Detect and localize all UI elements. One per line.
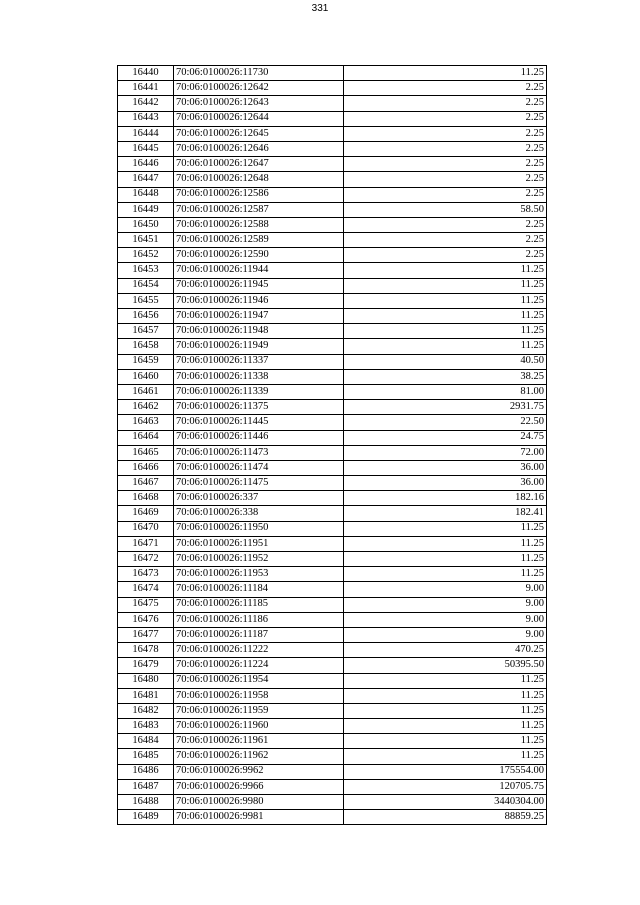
- table-row: [118, 66, 547, 81]
- row-number-cell: 16482: [118, 703, 174, 718]
- row-number-cell: 16488: [118, 795, 174, 810]
- row-number-cell: 16460: [118, 369, 174, 384]
- area-cell: 22.50: [344, 415, 547, 430]
- cadastral-number-cell: 70:06:0100026:338: [174, 506, 344, 521]
- area-cell: 2.25: [344, 141, 547, 156]
- cadastral-number-cell: 70:06:0100026:12648: [174, 172, 344, 187]
- area-cell: 11.25: [344, 703, 547, 718]
- table-row: [118, 658, 547, 673]
- table-row: [118, 476, 547, 491]
- row-number-cell: 16464: [118, 430, 174, 445]
- area-cell: 2.25: [344, 248, 547, 263]
- cadastral-number-cell: 70:06:0100026:11949: [174, 339, 344, 354]
- table-row: [118, 673, 547, 688]
- area-cell: 120705.75: [344, 779, 547, 794]
- row-number-cell: 16459: [118, 354, 174, 369]
- data-table: [117, 65, 547, 825]
- row-number-cell: 16478: [118, 643, 174, 658]
- table-row: [118, 369, 547, 384]
- area-cell: 11.25: [344, 719, 547, 734]
- table-row: [118, 567, 547, 582]
- area-cell: 2.25: [344, 157, 547, 172]
- area-cell: 11.25: [344, 734, 547, 749]
- cadastral-number-cell: 70:06:0100026:11945: [174, 278, 344, 293]
- table-row: [118, 263, 547, 278]
- cadastral-number-cell: 70:06:0100026:11948: [174, 324, 344, 339]
- table-row: [118, 734, 547, 749]
- cadastral-number-cell: 70:06:0100026:9981: [174, 810, 344, 825]
- cadastral-number-cell: 70:06:0100026:11959: [174, 703, 344, 718]
- cadastral-number-cell: 70:06:0100026:12588: [174, 217, 344, 232]
- cadastral-number-cell: 70:06:0100026:12647: [174, 157, 344, 172]
- table-row: [118, 233, 547, 248]
- row-number-cell: 16449: [118, 202, 174, 217]
- table-row: [118, 552, 547, 567]
- area-cell: 11.25: [344, 263, 547, 278]
- area-cell: 11.25: [344, 673, 547, 688]
- row-number-cell: 16469: [118, 506, 174, 521]
- row-number-cell: 16453: [118, 263, 174, 278]
- table-row: [118, 536, 547, 551]
- cadastral-number-cell: 70:06:0100026:11445: [174, 415, 344, 430]
- cadastral-number-cell: 70:06:0100026:11958: [174, 688, 344, 703]
- row-number-cell: 16458: [118, 339, 174, 354]
- row-number-cell: 16489: [118, 810, 174, 825]
- cadastral-number-cell: 70:06:0100026:11947: [174, 309, 344, 324]
- row-number-cell: 16465: [118, 445, 174, 460]
- cadastral-number-cell: 70:06:0100026:12642: [174, 81, 344, 96]
- row-number-cell: 16484: [118, 734, 174, 749]
- table-row: [118, 293, 547, 308]
- cadastral-number-cell: 70:06:0100026:11185: [174, 597, 344, 612]
- area-cell: 58.50: [344, 202, 547, 217]
- cadastral-number-cell: 70:06:0100026:11339: [174, 384, 344, 399]
- row-number-cell: 16470: [118, 521, 174, 536]
- area-cell: 2931.75: [344, 400, 547, 415]
- cadastral-number-cell: 70:06:0100026:12589: [174, 233, 344, 248]
- row-number-cell: 16440: [118, 66, 174, 81]
- area-cell: 2.25: [344, 172, 547, 187]
- cadastral-number-cell: 70:06:0100026:9966: [174, 779, 344, 794]
- area-cell: 36.00: [344, 460, 547, 475]
- area-cell: 11.25: [344, 293, 547, 308]
- area-cell: 11.25: [344, 688, 547, 703]
- row-number-cell: 16444: [118, 126, 174, 141]
- table-row: [118, 111, 547, 126]
- area-cell: 182.16: [344, 491, 547, 506]
- area-cell: 72.00: [344, 445, 547, 460]
- row-number-cell: 16473: [118, 567, 174, 582]
- cadastral-number-cell: 70:06:0100026:9980: [174, 795, 344, 810]
- area-cell: 11.25: [344, 309, 547, 324]
- cadastral-number-cell: 70:06:0100026:12646: [174, 141, 344, 156]
- row-number-cell: 16479: [118, 658, 174, 673]
- cadastral-number-cell: 70:06:0100026:12644: [174, 111, 344, 126]
- row-number-cell: 16471: [118, 536, 174, 551]
- cadastral-number-cell: 70:06:0100026:11730: [174, 66, 344, 81]
- area-cell: 2.25: [344, 187, 547, 202]
- row-number-cell: 16480: [118, 673, 174, 688]
- area-cell: 3440304.00: [344, 795, 547, 810]
- area-cell: 2.25: [344, 233, 547, 248]
- area-cell: 11.25: [344, 749, 547, 764]
- row-number-cell: 16441: [118, 81, 174, 96]
- cadastral-number-cell: 70:06:0100026:11952: [174, 552, 344, 567]
- area-cell: 470.25: [344, 643, 547, 658]
- row-number-cell: 16455: [118, 293, 174, 308]
- table-row: [118, 597, 547, 612]
- cadastral-number-cell: 70:06:0100026:12586: [174, 187, 344, 202]
- area-cell: 2.25: [344, 96, 547, 111]
- area-cell: 88859.25: [344, 810, 547, 825]
- table-row: [118, 309, 547, 324]
- row-number-cell: 16481: [118, 688, 174, 703]
- area-cell: 9.00: [344, 612, 547, 627]
- row-number-cell: 16448: [118, 187, 174, 202]
- table-row: [118, 491, 547, 506]
- row-number-cell: 16467: [118, 476, 174, 491]
- row-number-cell: 16472: [118, 552, 174, 567]
- row-number-cell: 16445: [118, 141, 174, 156]
- row-number-cell: 16450: [118, 217, 174, 232]
- table-row: [118, 719, 547, 734]
- cadastral-number-cell: 70:06:0100026:11951: [174, 536, 344, 551]
- area-cell: 9.00: [344, 597, 547, 612]
- table-row: [118, 506, 547, 521]
- cadastral-number-cell: 70:06:0100026:11187: [174, 627, 344, 642]
- table-row: [118, 688, 547, 703]
- row-number-cell: 16475: [118, 597, 174, 612]
- cadastral-number-cell: 70:06:0100026:12587: [174, 202, 344, 217]
- table-row: [118, 217, 547, 232]
- table-row: [118, 703, 547, 718]
- table-row: [118, 400, 547, 415]
- row-number-cell: 16483: [118, 719, 174, 734]
- area-cell: 11.25: [344, 278, 547, 293]
- table-row: [118, 81, 547, 96]
- row-number-cell: 16476: [118, 612, 174, 627]
- row-number-cell: 16451: [118, 233, 174, 248]
- table-row: [118, 354, 547, 369]
- area-cell: 9.00: [344, 627, 547, 642]
- area-cell: 11.25: [344, 339, 547, 354]
- table-row: [118, 339, 547, 354]
- page-number: 331: [311, 3, 329, 14]
- cadastral-number-cell: 70:06:0100026:12643: [174, 96, 344, 111]
- cadastral-number-cell: 70:06:0100026:11184: [174, 582, 344, 597]
- table-row: [118, 627, 547, 642]
- table-row: [118, 141, 547, 156]
- cadastral-number-cell: 70:06:0100026:11473: [174, 445, 344, 460]
- area-cell: 11.25: [344, 567, 547, 582]
- cadastral-number-cell: 70:06:0100026:11186: [174, 612, 344, 627]
- row-number-cell: 16454: [118, 278, 174, 293]
- cadastral-number-cell: 70:06:0100026:9962: [174, 764, 344, 779]
- row-number-cell: 16486: [118, 764, 174, 779]
- area-cell: 40.50: [344, 354, 547, 369]
- table-row: [118, 521, 547, 536]
- table-row: [118, 248, 547, 263]
- table-row: [118, 278, 547, 293]
- table-row: [118, 612, 547, 627]
- row-number-cell: 16487: [118, 779, 174, 794]
- row-number-cell: 16447: [118, 172, 174, 187]
- area-cell: 9.00: [344, 582, 547, 597]
- cadastral-number-cell: 70:06:0100026:11961: [174, 734, 344, 749]
- table-row: [118, 384, 547, 399]
- row-number-cell: 16457: [118, 324, 174, 339]
- row-number-cell: 16443: [118, 111, 174, 126]
- cadastral-number-cell: 70:06:0100026:337: [174, 491, 344, 506]
- area-cell: 50395.50: [344, 658, 547, 673]
- cadastral-number-cell: 70:06:0100026:11224: [174, 658, 344, 673]
- table-row: [118, 202, 547, 217]
- table-body: [118, 66, 547, 825]
- table-row: [118, 324, 547, 339]
- area-cell: 81.00: [344, 384, 547, 399]
- table-row: [118, 96, 547, 111]
- area-cell: 182.41: [344, 506, 547, 521]
- area-cell: 11.25: [344, 552, 547, 567]
- table-row: [118, 810, 547, 825]
- table-row: [118, 430, 547, 445]
- cadastral-number-cell: 70:06:0100026:11944: [174, 263, 344, 278]
- table-row: [118, 795, 547, 810]
- row-number-cell: 16477: [118, 627, 174, 642]
- row-number-cell: 16462: [118, 400, 174, 415]
- row-number-cell: 16452: [118, 248, 174, 263]
- area-cell: 11.25: [344, 66, 547, 81]
- cadastral-number-cell: 70:06:0100026:11475: [174, 476, 344, 491]
- table-row: [118, 126, 547, 141]
- cadastral-number-cell: 70:06:0100026:11375: [174, 400, 344, 415]
- cadastral-number-cell: 70:06:0100026:11950: [174, 521, 344, 536]
- area-cell: 2.25: [344, 81, 547, 96]
- area-cell: 36.00: [344, 476, 547, 491]
- area-cell: 11.25: [344, 521, 547, 536]
- row-number-cell: 16442: [118, 96, 174, 111]
- table-row: [118, 582, 547, 597]
- table-row: [118, 779, 547, 794]
- table-row: [118, 643, 547, 658]
- table-row: [118, 172, 547, 187]
- cadastral-number-cell: 70:06:0100026:11474: [174, 460, 344, 475]
- cadastral-number-cell: 70:06:0100026:12645: [174, 126, 344, 141]
- cadastral-number-cell: 70:06:0100026:11962: [174, 749, 344, 764]
- row-number-cell: 16463: [118, 415, 174, 430]
- table-row: [118, 445, 547, 460]
- row-number-cell: 16456: [118, 309, 174, 324]
- cadastral-number-cell: 70:06:0100026:12590: [174, 248, 344, 263]
- table-row: [118, 157, 547, 172]
- row-number-cell: 16468: [118, 491, 174, 506]
- table-row: [118, 187, 547, 202]
- area-cell: 2.25: [344, 126, 547, 141]
- area-cell: 24.75: [344, 430, 547, 445]
- cadastral-number-cell: 70:06:0100026:11953: [174, 567, 344, 582]
- cadastral-number-cell: 70:06:0100026:11954: [174, 673, 344, 688]
- area-cell: 2.25: [344, 217, 547, 232]
- cadastral-number-cell: 70:06:0100026:11337: [174, 354, 344, 369]
- row-number-cell: 16461: [118, 384, 174, 399]
- cadastral-number-cell: 70:06:0100026:11960: [174, 719, 344, 734]
- area-cell: 2.25: [344, 111, 547, 126]
- cadastral-number-cell: 70:06:0100026:11222: [174, 643, 344, 658]
- table-row: [118, 764, 547, 779]
- area-cell: 11.25: [344, 536, 547, 551]
- table-row: [118, 460, 547, 475]
- table-row: [118, 415, 547, 430]
- area-cell: 38.25: [344, 369, 547, 384]
- area-cell: 11.25: [344, 324, 547, 339]
- row-number-cell: 16474: [118, 582, 174, 597]
- row-number-cell: 16466: [118, 460, 174, 475]
- cadastral-number-cell: 70:06:0100026:11338: [174, 369, 344, 384]
- row-number-cell: 16446: [118, 157, 174, 172]
- cadastral-number-cell: 70:06:0100026:11946: [174, 293, 344, 308]
- cadastral-number-cell: 70:06:0100026:11446: [174, 430, 344, 445]
- area-cell: 175554.00: [344, 764, 547, 779]
- table-row: [118, 749, 547, 764]
- row-number-cell: 16485: [118, 749, 174, 764]
